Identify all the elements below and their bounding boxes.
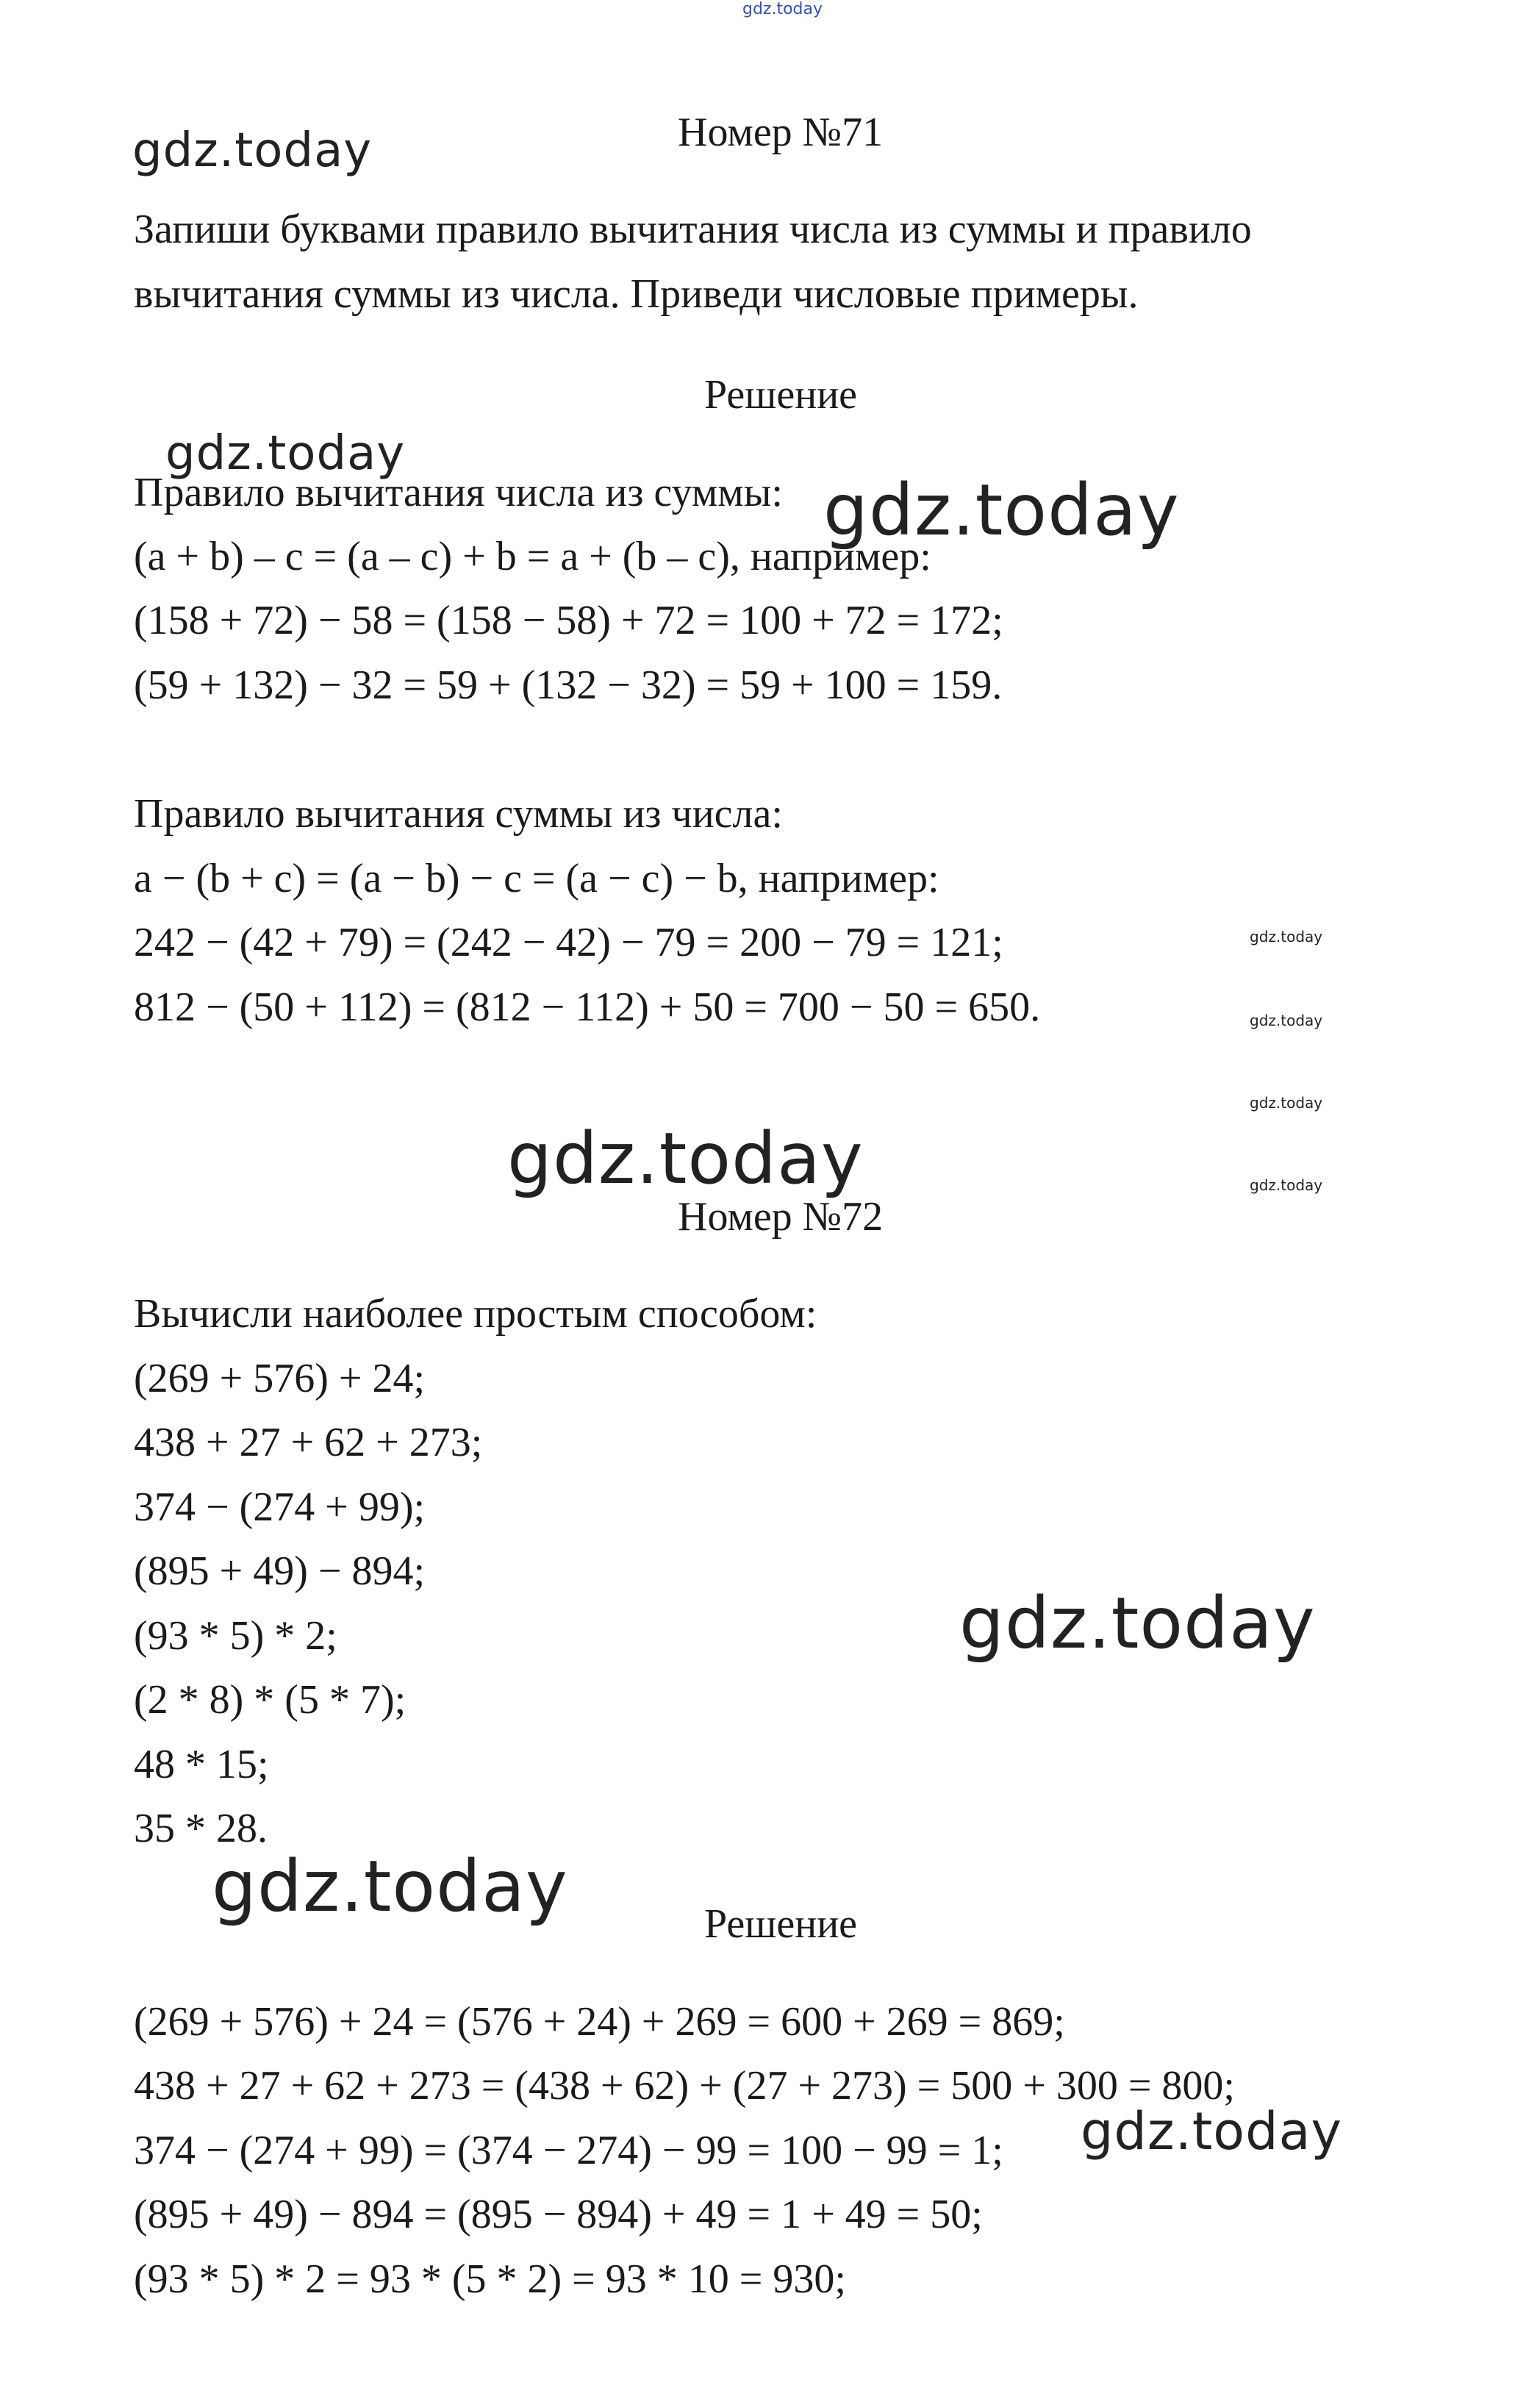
watermark: gdz.today (823, 469, 1180, 551)
exercise-item: (269 + 576) + 24; (134, 1356, 426, 1401)
watermark: gdz.today (507, 1118, 864, 1200)
task-71-title: Номер №71 (678, 110, 884, 155)
rule-2-example: 812 − (50 + 112) = (812 − 112) + 50 = 700 − 50 = 650. (134, 984, 1041, 1030)
watermark: gdz.today (212, 1845, 568, 1928)
watermark-small: gdz.today (1250, 928, 1323, 945)
exercise-item: (895 + 49) − 894; (134, 1548, 426, 1594)
solution-line: (93 * 5) * 2 = 93 * (5 * 2) = 93 * 10 = 930; (134, 2256, 846, 2302)
exercise-item: 374 − (274 + 99); (134, 1484, 426, 1530)
rule-2-formula: a − (b + c) = (a − b) − c = (a − c) − b, например: (134, 856, 939, 901)
solution-line: (895 + 49) − 894 = (895 − 894) + 49 = 1 + 49 = 50; (134, 2192, 983, 2237)
task-71-statement-line: вычитания суммы из числа. Приведи числовые примеры. (134, 271, 1139, 317)
watermark-small: gdz.today (1250, 1176, 1323, 1194)
exercise-item: 48 * 15; (134, 1742, 269, 1787)
exercise-item: (93 * 5) * 2; (134, 1613, 337, 1659)
task-72-statement: Вычисли наиболее простым способом: (134, 1291, 817, 1337)
watermark-top: gdz.today (742, 0, 823, 18)
solution-line: (269 + 576) + 24 = (576 + 24) + 269 = 600 + 269 = 869; (134, 1999, 1065, 2045)
task-71-statement-line: Запиши буквами правило вычитания числа из суммы и правило (134, 207, 1252, 252)
watermark: gdz.today (165, 426, 406, 481)
exercise-item: (2 * 8) * (5 * 7); (134, 1677, 407, 1723)
watermark-small: gdz.today (1250, 1094, 1323, 1112)
watermark: gdz.today (132, 124, 373, 178)
rule-2-example: 242 − (42 + 79) = (242 − 42) − 79 = 200 − 79 = 121; (134, 920, 1003, 965)
exercise-item: 438 + 27 + 62 + 273; (134, 1420, 483, 1465)
rule-2-title: Правило вычитания суммы из числа: (134, 791, 783, 837)
rule-1-example: (158 + 72) − 58 = (158 − 58) + 72 = 100 + 72 = 172; (134, 598, 1003, 643)
watermark: gdz.today (1081, 2101, 1342, 2162)
solution-line: 374 − (274 + 99) = (374 − 274) − 99 = 100 − 99 = 1; (134, 2128, 1003, 2173)
watermark: gdz.today (959, 1582, 1316, 1665)
task-71-solution-label: Решение (704, 372, 858, 418)
task-72-solution-label: Решение (704, 1901, 858, 1947)
rule-1-example: (59 + 132) − 32 = 59 + (132 − 32) = 59 + 100 = 159. (134, 662, 1003, 708)
task-72-title: Номер №72 (678, 1194, 884, 1240)
rule-1-title: Правило вычитания числа из суммы: (134, 470, 783, 515)
exercise-item: 35 * 28. (134, 1806, 268, 1851)
watermark-small: gdz.today (1250, 1012, 1323, 1029)
rule-1-formula: (a + b) – c = (a – c) + b = a + (b – c), например: (134, 534, 931, 579)
solution-line: 438 + 27 + 62 + 273 = (438 + 62) + (27 + 273) = 500 + 300 = 800; (134, 2063, 1235, 2109)
